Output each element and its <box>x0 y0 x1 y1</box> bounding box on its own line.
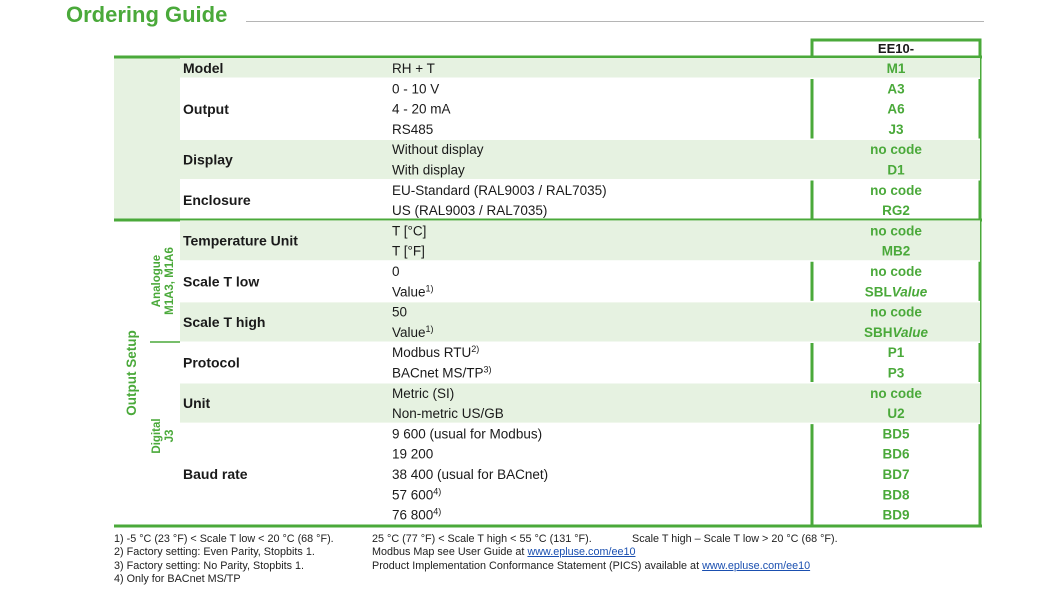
option-code <box>865 284 928 299</box>
footnote-ref: 1) <box>425 283 434 294</box>
option-desc <box>392 183 607 198</box>
option-desc <box>392 244 425 259</box>
option-desc <box>392 223 426 238</box>
group-band <box>180 302 980 343</box>
option-code-text: no code <box>870 304 922 320</box>
option-code-text: A3 <box>887 81 905 97</box>
option-desc <box>392 406 504 421</box>
option-desc <box>392 163 465 178</box>
option-desc-text: Non-metric US/GB <box>392 406 504 422</box>
option-desc-text: Value <box>392 324 426 340</box>
option-desc-text: 0 - 10 V <box>392 81 440 97</box>
option-desc <box>392 507 441 523</box>
option-desc <box>392 467 548 482</box>
option-desc-text: T [°F] <box>392 243 425 259</box>
option-code-text: no code <box>870 142 922 158</box>
option-desc-text: 50 <box>392 304 408 320</box>
option-code <box>887 102 905 117</box>
option-code-placeholder: Value <box>891 284 928 300</box>
option-code-text: A6 <box>887 101 905 117</box>
footnote-ref: 4) <box>433 506 442 517</box>
option-code-text: U2 <box>887 406 905 422</box>
option-desc-text: T [°C] <box>392 223 427 239</box>
option-code-text: D1 <box>887 162 905 178</box>
option-code <box>882 244 911 259</box>
footnote-2b-text: Modbus Map see User Guide at <box>372 546 528 558</box>
option-code-text: SBL <box>864 284 892 300</box>
param-label: Enclosure <box>183 192 251 209</box>
option-code <box>870 305 922 320</box>
option-code <box>882 508 909 523</box>
option-desc-text: Metric (SI) <box>392 385 455 401</box>
option-code <box>887 163 905 178</box>
footnote-ref: 1) <box>425 323 434 334</box>
option-desc-text: 0 <box>392 264 400 279</box>
option-code-text: BD8 <box>882 487 910 503</box>
footnote-1b: 25 °C (77 °F) < Scale T high < 55 °C (131 °F). <box>372 533 592 545</box>
analogue-label: Analogue <box>151 254 163 308</box>
param-label: Unit <box>183 395 211 412</box>
group-band <box>180 383 980 424</box>
option-code <box>864 325 929 340</box>
option-desc <box>392 386 454 401</box>
group-band <box>180 139 980 180</box>
param-label: Temperature Unit <box>183 232 298 249</box>
option-desc-text: 76 800 <box>392 507 434 523</box>
option-desc <box>392 102 451 117</box>
option-code-text: BD5 <box>882 426 910 442</box>
option-code-text: BD6 <box>882 446 910 462</box>
option-desc-text: 38 400 (usual for BACnet) <box>392 467 549 482</box>
option-code <box>882 203 910 218</box>
output-setup-label: Output Setup <box>124 330 139 416</box>
option-code <box>882 487 909 502</box>
ee10-link-2[interactable]: www.epluse.com/ee10 <box>702 560 811 572</box>
option-code <box>882 447 909 462</box>
product-code-header: EE10- <box>877 41 915 56</box>
option-desc-text: 57 600 <box>392 487 434 503</box>
option-code <box>887 81 905 96</box>
ee10-link-1[interactable]: www.epluse.com/ee10 <box>527 546 636 558</box>
option-code <box>882 426 909 441</box>
option-code <box>870 142 922 157</box>
footnote-1c: Scale T high – Scale T low > 20 °C (68 °F). <box>632 533 838 545</box>
option-code-text: RG2 <box>882 203 910 219</box>
option-desc <box>392 447 433 462</box>
group-band <box>180 220 980 261</box>
option-code <box>887 61 906 76</box>
footnote-2b <box>372 546 635 559</box>
option-code <box>870 264 922 279</box>
option-desc-text: 4 - 20 mA <box>392 101 451 117</box>
digital-label: Digital <box>151 418 163 454</box>
footnote-4: 4) Only for BACnet MS/TP <box>114 573 241 585</box>
option-desc <box>392 344 479 360</box>
option-desc <box>392 122 433 137</box>
param-label: Model <box>183 60 224 77</box>
option-code-text: P3 <box>887 365 905 381</box>
option-desc-text: RH + T <box>392 61 435 76</box>
option-code <box>870 223 922 238</box>
option-desc <box>392 264 400 279</box>
option-code <box>870 386 922 401</box>
option-code <box>882 467 909 482</box>
option-code <box>888 345 905 360</box>
footnote-ref: 3) <box>483 364 492 375</box>
footnote-3b <box>372 560 810 573</box>
option-desc-text: BACnet MS/TP <box>392 365 484 381</box>
option-code-text: J3 <box>888 121 904 137</box>
option-code-text: BD9 <box>882 507 910 523</box>
option-code-text: no code <box>870 385 922 401</box>
param-label: Scale T low <box>183 273 260 290</box>
option-code <box>870 183 922 198</box>
footnote-2: 2) Factory setting: Even Parity, Stopbits 1. <box>114 546 315 558</box>
option-code-text: BD7 <box>882 467 910 482</box>
option-code-text: no code <box>870 182 922 198</box>
option-desc <box>392 283 434 299</box>
page-title: Ordering Guide <box>66 2 228 27</box>
param-label: Display <box>183 151 233 168</box>
param-label: Baud rate <box>183 466 248 483</box>
option-code-text: no code <box>870 264 922 279</box>
option-desc-text: With display <box>392 162 465 178</box>
option-desc <box>392 81 439 96</box>
option-desc-text: RS485 <box>392 121 434 137</box>
option-desc-text: Value <box>392 284 426 300</box>
option-desc-text: EU-Standard (RAL9003 / RAL7035) <box>392 182 607 198</box>
option-code-placeholder: Value <box>892 324 929 340</box>
option-code <box>888 366 905 381</box>
option-desc <box>392 365 492 381</box>
option-desc <box>392 142 484 157</box>
option-desc <box>392 426 542 441</box>
option-desc <box>392 486 441 502</box>
option-code-text: P1 <box>887 345 905 361</box>
group-band <box>180 58 980 78</box>
param-label: Scale T high <box>183 313 266 330</box>
sidebar-top-band <box>114 57 180 219</box>
option-code-text: M1 <box>886 61 906 76</box>
option-desc-text: Without display <box>392 142 484 158</box>
option-code <box>887 406 904 421</box>
footnote-ref: 2) <box>471 344 480 355</box>
option-desc <box>392 203 547 218</box>
param-label: Protocol <box>183 354 240 371</box>
footnote-3b-text: Product Implementation Conformance Statement (PICS) available at <box>372 560 703 572</box>
option-desc-text: Modbus RTU <box>392 345 472 361</box>
option-desc-text: 9 600 (usual for Modbus) <box>392 426 543 442</box>
footnote-ref: 4) <box>433 486 442 497</box>
option-code-text: MB2 <box>881 243 911 259</box>
option-desc-text: 19 200 <box>392 446 434 462</box>
option-code-text: SBH <box>863 324 893 340</box>
param-label: Output <box>183 100 229 117</box>
option-code-text: no code <box>870 223 922 239</box>
option-desc-text: US (RAL9003 / RAL7035) <box>392 203 548 219</box>
analogue-models-label: M1A3, M1A6 <box>164 247 176 315</box>
option-desc <box>392 61 435 76</box>
option-desc <box>392 305 407 320</box>
footnote-3: 3) Factory setting: No Parity, Stopbits 1. <box>114 560 305 572</box>
footnote-1: 1) -5 °C (23 °F) < Scale T low < 20 °C (68 °F). <box>114 533 334 545</box>
digital-models-label: J3 <box>164 429 176 443</box>
option-code <box>888 122 904 137</box>
